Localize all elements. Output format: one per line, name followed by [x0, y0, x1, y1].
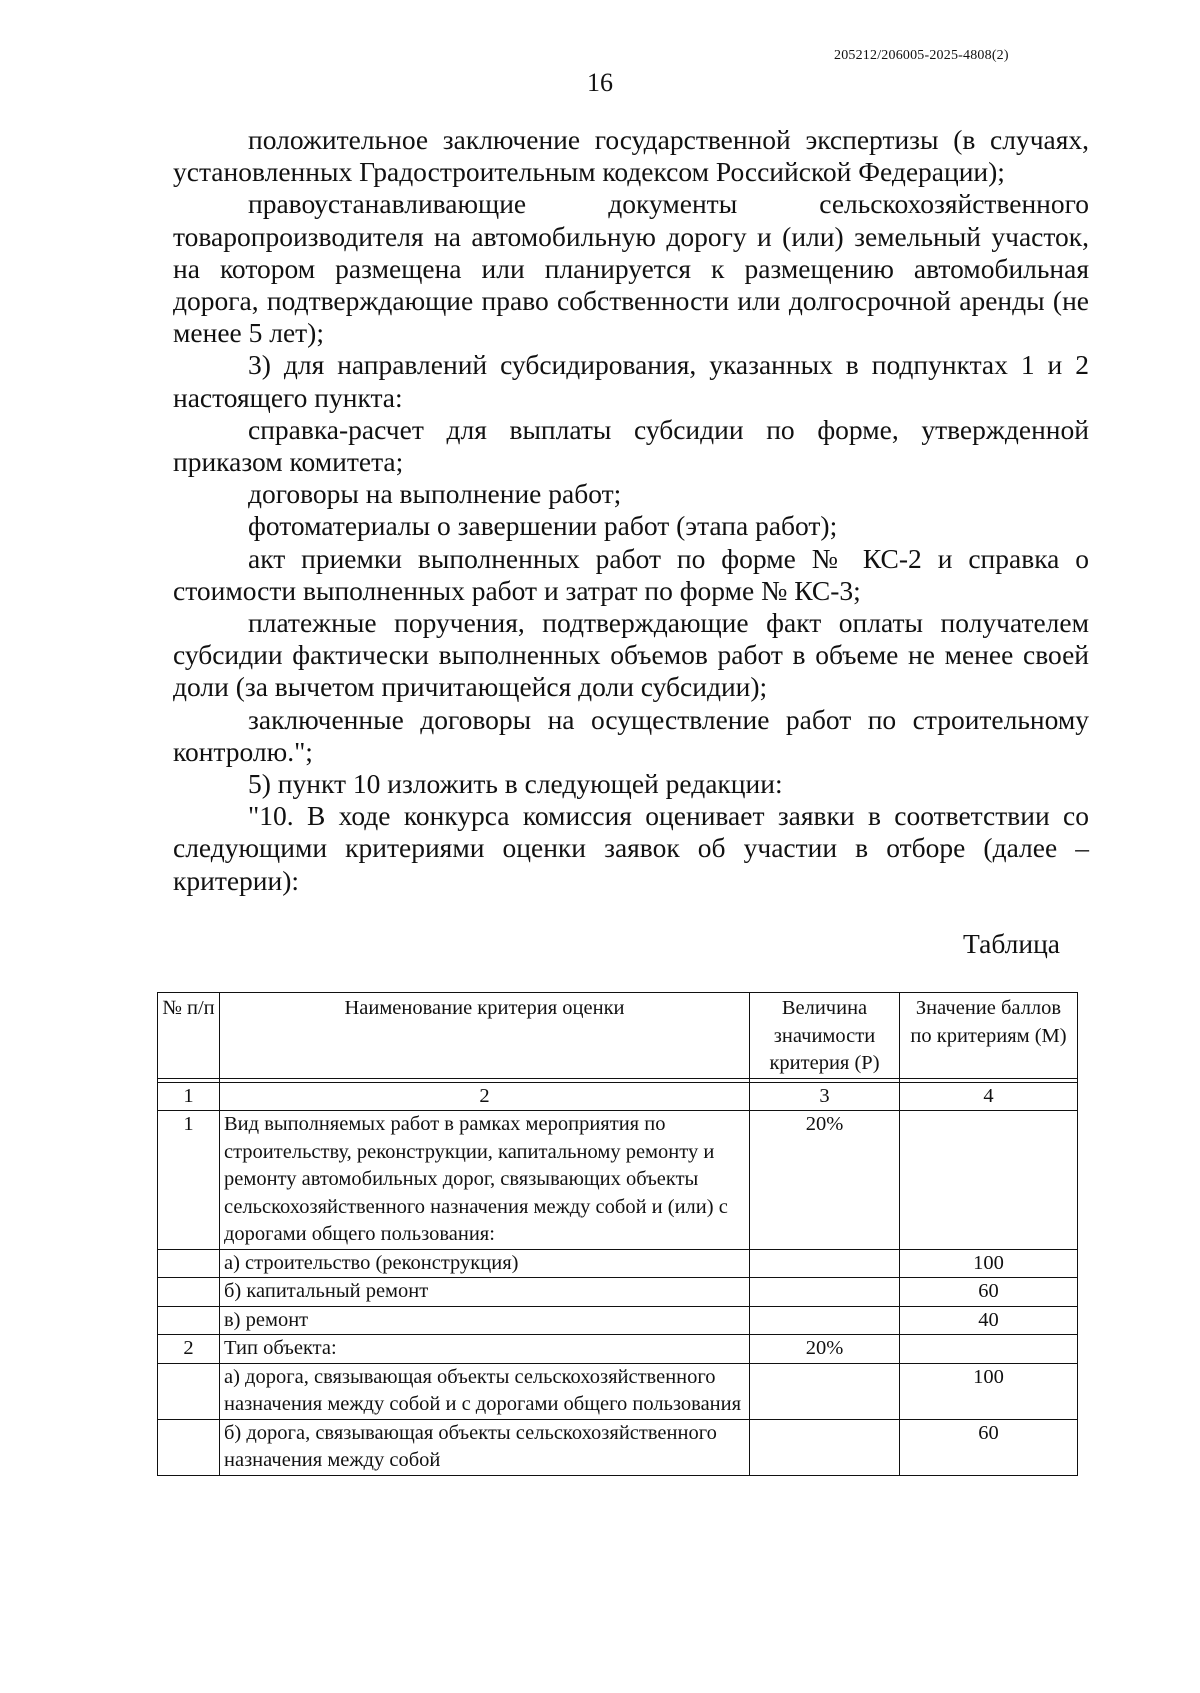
column-number-row	[158, 1082, 1078, 1111]
document-body	[173, 124, 1089, 897]
header-num: № п/п	[158, 993, 220, 1079]
header-score: Значение баллов по критериям (M)	[900, 993, 1078, 1079]
row-criterion: б) капитальный ремонт	[220, 1278, 750, 1307]
paragraph: акт приемки выполненных работ по форме № КС-2 и справка о стоимости выполненных работ и затрат по форме № КС-3;	[173, 542, 1089, 606]
row-criterion: а) строительство (реконструкция)	[220, 1249, 750, 1278]
table-caption: Таблица	[963, 928, 1060, 959]
paragraph: 3) для направлений субсидирования, указанных в подпунктах 1 и 2 настоящего пункта:	[173, 349, 1089, 413]
header-name: Наименование критерия оценки	[220, 993, 750, 1079]
table-header-row	[158, 993, 1078, 1079]
paragraph: положительное заключение государственной экспертизы (в случаях, установленных Градостроительным кодексом Российской Федерации);	[173, 124, 1089, 188]
row-num	[158, 1249, 220, 1278]
paragraph: 5) пункт 10 изложить в следующей редакции:	[248, 768, 783, 800]
column-number: 4	[900, 1082, 1078, 1111]
row-weight	[750, 1249, 900, 1278]
table-row	[158, 1363, 1078, 1419]
paragraph: фотоматериалы о завершении работ (этапа работ);	[248, 510, 838, 542]
row-score: 100	[900, 1249, 1078, 1278]
page-number: 16	[587, 68, 613, 97]
column-number: 3	[750, 1082, 900, 1111]
column-number: 2	[220, 1082, 750, 1111]
row-num	[158, 1278, 220, 1307]
row-num: 2	[158, 1335, 220, 1364]
column-number: 1	[158, 1082, 220, 1111]
paragraph: заключенные договоры на осуществление работ по строительному контролю.";	[173, 703, 1089, 767]
table-row	[158, 1335, 1078, 1364]
document-id: 205212/206005-2025-4808(2)	[834, 48, 1009, 63]
row-score: 100	[900, 1363, 1078, 1419]
row-criterion: б) дорога, связывающая объекты сельскохозяйственного назначения между собой	[220, 1419, 750, 1475]
row-weight	[750, 1278, 900, 1307]
paragraph: справка-расчет для выплаты субсидии по форме, утвержденной приказом комитета;	[173, 413, 1089, 478]
row-score	[900, 1335, 1078, 1364]
row-score: 60	[900, 1419, 1078, 1475]
table-row	[158, 1306, 1078, 1335]
row-num: 1	[158, 1111, 220, 1250]
row-num	[158, 1306, 220, 1335]
row-num	[158, 1419, 220, 1475]
row-score: 40	[900, 1306, 1078, 1335]
table-row	[158, 1278, 1078, 1307]
paragraph: договоры на выполнение работ;	[248, 478, 622, 510]
table-row	[158, 1419, 1078, 1475]
criteria-table	[157, 992, 1078, 1476]
row-criterion: Вид выполняемых работ в рамках мероприятия по строительству, реконструкции, капитальному ремонту и ремонту автомобильных дорог, связывающих объекты сельскохозяйственного назначения между собой и (или) с дорогами общего пользования:	[220, 1111, 750, 1250]
table-row	[158, 1111, 1078, 1250]
table-row	[158, 1249, 1078, 1278]
row-criterion: а) дорога, связывающая объекты сельскохозяйственного назначения между собой и с дорогами общего пользования	[220, 1363, 750, 1419]
row-weight	[750, 1306, 900, 1335]
row-criterion: в) ремонт	[220, 1306, 750, 1335]
row-num	[158, 1363, 220, 1419]
row-weight	[750, 1419, 900, 1475]
paragraph: платежные поручения, подтверждающие факт оплаты получателем субсидии фактически выполненных объемов работ в объеме не менее своей доли (за вычетом причитающейся доли субсидии);	[173, 607, 1089, 703]
row-criterion: Тип объекта:	[220, 1335, 750, 1364]
row-weight: 20%	[750, 1111, 900, 1250]
paragraph: правоустанавливающие документы сельскохозяйственного товаропроизводителя на автомобильную дорогу и (или) земельный участок, на котором размещена или планируется к размещению автомобильная дорога, подтверждающие право собственности или долгосрочной аренды (не менее 5 лет);	[173, 188, 1089, 349]
row-score	[900, 1111, 1078, 1250]
row-score: 60	[900, 1278, 1078, 1307]
paragraph: "10. В ходе конкурса комиссия оценивает заявки в соответствии со следующими критериями оценки заявок об участии в отборе (далее – критерии):	[173, 800, 1089, 896]
header-weight: Величина значимости критерия (P)	[750, 993, 900, 1079]
row-weight	[750, 1363, 900, 1419]
row-weight: 20%	[750, 1335, 900, 1364]
